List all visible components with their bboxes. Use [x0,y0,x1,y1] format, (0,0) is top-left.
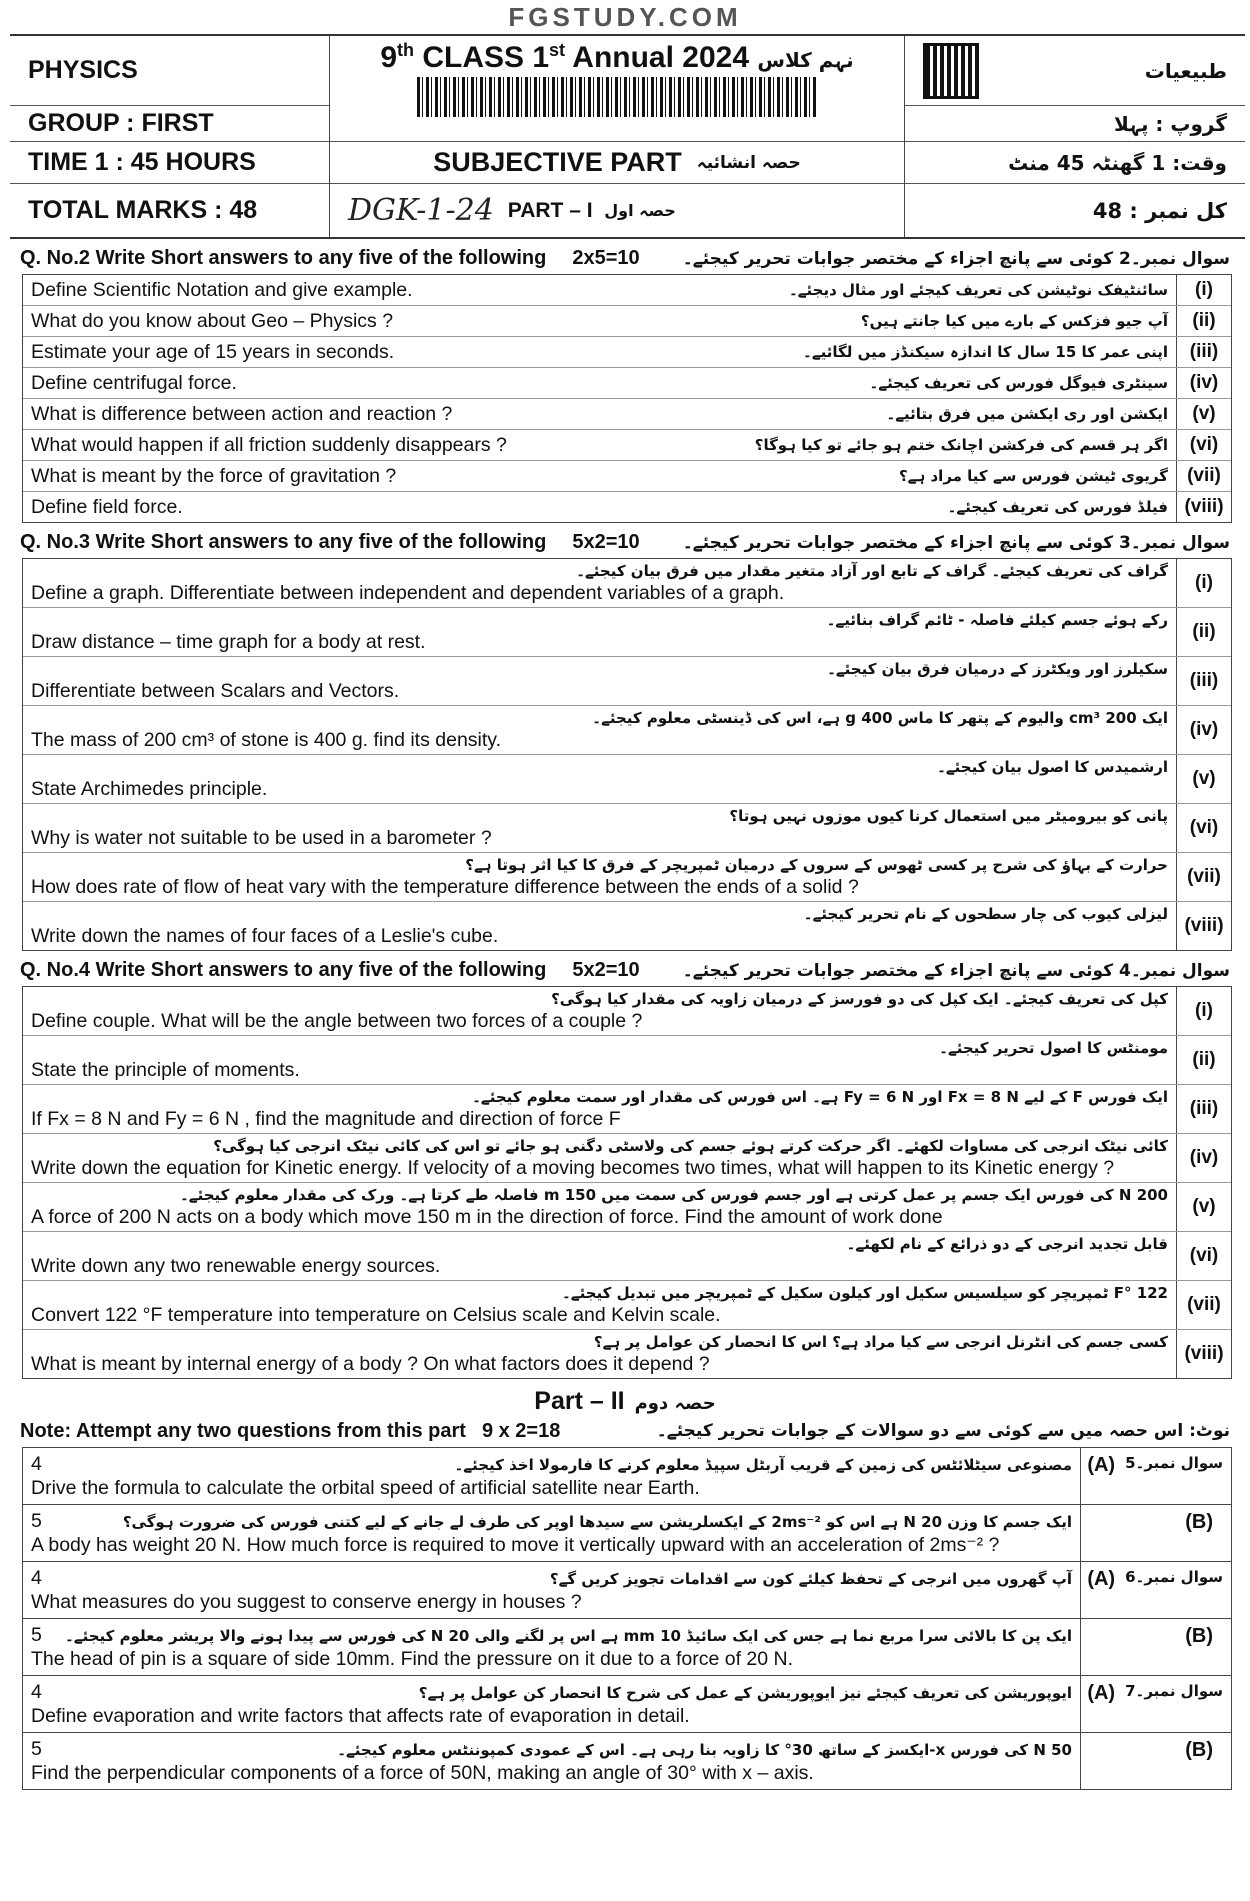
question-row [23,275,1231,306]
part2-label [1081,1733,1231,1789]
question-number: (ii) [1192,310,1216,331]
question-text [23,1330,1177,1378]
question-number: (iv) [1189,1147,1219,1168]
subject: PHYSICS [10,36,329,106]
question-text [23,1085,1177,1133]
question-number: (vi) [1189,434,1219,455]
part2-part: (A) [1087,1568,1116,1590]
part2-question-row [23,1448,1231,1505]
exam-header [10,34,1245,239]
part2-part: (B) [1185,1739,1213,1761]
q3-box [22,558,1232,951]
subject-urdu: طبیعیات [1144,58,1227,83]
marks-urdu-text: کل نمبر : 48 [1092,198,1227,223]
question-english: What is meant by the force of gravitation ? [31,465,397,487]
question-urdu: اپنی عمر کا 15 سال کا اندازہ سیکنڈز میں لگائیے۔ [803,343,1168,361]
question-english: Define couple. What will be the angle between two forces of a couple ? [31,1010,643,1032]
question-text [23,987,1177,1035]
part2-question-row [23,1562,1231,1619]
question-english: Why is water not suitable to be used in a barometer ? [31,827,492,849]
handwritten-code: DGK-1-24 [348,193,494,228]
question-text [23,1134,1177,1182]
part2-question-number: سوال نمبر۔5 [1125,1454,1223,1472]
q4-title: Q. No.4 Write Short answers to any five of the following [20,959,547,981]
question-number: (v) [1192,403,1216,424]
part2-question-row [23,1733,1231,1790]
annual-sup: st [549,40,566,60]
question-row [23,492,1231,522]
part2-part: (B) [1185,1625,1213,1647]
question-urdu: قابل تجدید انرجی کے دو ذرائع کے نام لکھئے۔ [846,1235,1168,1253]
question-row [23,987,1231,1036]
question-english: A force of 200 N acts on a body which move 150 m in the direction of force. Find the amount of work done [31,1206,943,1228]
q2-box [22,274,1232,523]
question-english: Define a graph. Differentiate between independent and dependent variables of a graph. [31,582,785,604]
q3-urdu: سوال نمبر۔3 کوئی سے پانچ اجزاء کے مختصر جوابات تحریر کیجئے۔ [682,533,1230,553]
question-number: (viii) [1184,496,1224,517]
question-english: Define field force. [31,496,183,518]
question-number: (v) [1192,1196,1216,1217]
question-text [23,1281,1177,1329]
q3-title: Q. No.3 Write Short answers to any five of the following [20,531,547,553]
question-number: (iii) [1189,341,1219,362]
q2-urdu: سوال نمبر۔2 کوئی سے پانچ اجزاء کے مختصر جوابات تحریر کیجئے۔ [682,249,1230,269]
question-row [23,559,1231,608]
q2-marks: 2x5=10 [572,247,640,269]
q3-heading [20,531,1230,554]
question-english: What would happen if all friction suddenly disappears ? [31,434,507,456]
question-urdu: گراف کی تعریف کیجئے۔ گراف کے تابع اور آزاد متغیر مقدار میں فرق بیان کیجئے۔ [576,562,1168,580]
question-urdu: ایک 200 cm³ والیوم کے پتھر کا ماس 400 g ہے، اس کی ڈینسٹی معلوم کیجئے۔ [592,709,1168,727]
subjective-row [330,142,904,184]
question-urdu: کائی نیٹک انرجی کی مساوات لکھئے۔ اگر حرکت کرتے ہوئے جسم کی ولاسٹی دگنی ہو جائے تو اس کی کائی نیٹک انرجی کیا ہوگی؟ [213,1137,1168,1155]
question-row [23,853,1231,902]
question-text [23,608,1177,656]
question-text [23,853,1177,901]
part2-question-english: Define evaporation and write factors that affects rate of evaporation in detail. [31,1705,690,1727]
question-text [23,430,1177,460]
q4-urdu: سوال نمبر۔4 کوئی سے پانچ اجزاء کے مختصر جوابات تحریر کیجئے۔ [682,961,1230,981]
part2-label [1081,1448,1231,1504]
qr-code [923,43,979,99]
part1-urdu: حصہ اول [604,201,676,220]
class-number: 9 [380,41,398,74]
question-english: What is difference between action and reaction ? [31,403,453,425]
part2-title-en: Part – II [534,1387,625,1415]
question-text [23,559,1177,607]
question-urdu: سائنٹیفک نوٹیشن کی تعریف کیجئے اور مثال دیجئے۔ [788,281,1168,299]
part2-question-english: Drive the formula to calculate the orbital speed of artificial satellite near Earth. [31,1477,700,1499]
part2-question-top [31,1509,1072,1533]
part2-question-top [31,1566,1072,1590]
question-english: Draw distance – time graph for a body at rest. [31,631,426,653]
question-row [23,306,1231,337]
part2-box [22,1447,1232,1790]
class-mid: CLASS 1 [414,41,550,74]
question-number: (iv) [1189,719,1219,740]
part2-question-text [23,1562,1081,1618]
question-urdu: اگر ہر قسم کی فرکشن اچانک ختم ہو جائے تو کیا ہوگا؟ [754,436,1168,454]
question-number: (vii) [1187,866,1221,887]
part1-label: PART – I [507,198,593,222]
question-english: Define Scientific Notation and give example. [31,279,413,301]
part2-marks: 5 [31,1738,42,1760]
q4-heading [20,959,1230,982]
question-row [23,1036,1231,1085]
question-urdu: سکیلرز اور ویکٹرز کے درمیان فرق بیان کیجئے۔ [827,660,1168,678]
question-urdu: مومنٹس کا اصول تحریر کیجئے۔ [939,1039,1168,1057]
question-text [23,804,1177,852]
part2-question-text [23,1619,1081,1675]
question-urdu: گریوی ٹیشن فورس سے کیا مراد ہے؟ [898,467,1168,485]
part2-question-text [23,1448,1081,1504]
question-text [23,461,1177,491]
part2-question-text [23,1505,1081,1561]
part2-question-english: Find the perpendicular components of a force of 50N, making an angle of 30° with x – axis. [31,1762,814,1784]
part2-label [1081,1676,1231,1732]
part2-marks: 4 [31,1681,42,1703]
question-number: (iii) [1189,1098,1219,1119]
group: GROUP : FIRST [10,106,329,142]
group-urdu [905,106,1245,142]
question-text [23,1036,1177,1084]
question-english: The mass of 200 cm³ of stone is 400 g. find its density. [31,729,502,751]
question-urdu: رکے ہوئے جسم کیلئے فاصلہ - ٹائم گراف بنائیے۔ [826,611,1168,629]
part1-row [330,184,904,237]
annual: Annual 2024 [565,41,750,74]
part2-question-top [31,1737,1072,1761]
question-number: (vii) [1187,465,1221,486]
question-number: (vii) [1187,1294,1221,1315]
question-text [23,1183,1177,1231]
question-english: What do you know about Geo – Physics ? [31,310,394,332]
question-row [23,657,1231,706]
note-text: Note: Attempt any two questions from this part [20,1420,466,1442]
question-text [23,902,1177,950]
question-english: Convert 122 °F temperature into temperature on Celsius scale and Kelvin scale. [31,1304,721,1326]
question-text [23,706,1177,754]
question-english: Write down the equation for Kinetic energy. If velocity of a moving becomes two times, what will happen to its Kinetic energy ? [31,1157,1115,1179]
question-urdu: لیزلی کیوب کی چار سطحوں کے نام تحریر کیجئے۔ [803,905,1168,923]
note-urdu: نوٹ: اس حصہ میں سے کوئی سے دو سوالات کے جوابات تحریر کیجئے۔ [656,1421,1230,1441]
question-text [23,1232,1177,1280]
subjective-label: SUBJECTIVE PART [433,147,682,177]
question-number: (v) [1192,768,1216,789]
question-row [23,430,1231,461]
part2-question-urdu: آپ گھروں میں انرجی کے تحفظ کیلئے کون سے اقدامات تجویز کریں گے؟ [549,1570,1072,1588]
part2-title-urdu: حصہ دوم [634,1393,716,1414]
time-urdu [905,142,1245,184]
question-number: (i) [1195,1000,1213,1021]
part2-question-top [31,1452,1072,1476]
part2-question-number: سوال نمبر۔6 [1125,1568,1223,1586]
question-row [23,1183,1231,1232]
part2-question-number: سوال نمبر۔7 [1125,1682,1223,1700]
question-urdu: ایک فورس F کے لیے Fx = 8 N اور Fy = 6 N ہے۔ اس فورس کی مقدار اور سمت معلوم کیجئے۔ [472,1088,1168,1106]
question-urdu: کپل کی تعریف کیجئے۔ ایک کپل کی دو فورسز کے درمیان زاویہ کی مقدار کیا ہوگی؟ [551,990,1168,1008]
question-text [23,657,1177,705]
time: TIME 1 : 45 HOURS [10,142,329,184]
part2-question-urdu: ایوپوریشن کی تعریف کیجئے نیز ایوپوریشن کے عمل کی شرح کا انحصار کن عوامل پر ہے؟ [418,1684,1072,1702]
question-number: (vi) [1189,1245,1219,1266]
question-text [23,368,1177,398]
question-urdu: ارشمیدس کا اصول بیان کیجئے۔ [937,758,1168,776]
q2-title: Q. No.2 Write Short answers to any five of the following [20,247,547,269]
question-urdu: آپ جیو فزکس کے بارے میں کیا جانتے ہیں؟ [860,312,1168,330]
class-block [330,36,904,142]
question-text [23,275,1177,305]
question-urdu: 200 N کی فورس ایک جسم پر عمل کرتی ہے اور جسم فورس کی سمت میں 150 m فاصلہ طے کرتا ہے۔ ورک کی مقدار معلوم کیجئے۔ [180,1186,1168,1204]
question-row [23,461,1231,492]
part2-part: (A) [1087,1682,1116,1704]
part2-question-urdu: ایک جسم کا وزن 20 N ہے اس کو 2ms⁻² کے ایکسلریشن سے سیدھا اوپر کی طرف لے جانے کے لیے کتنی فورس کی ضرورت ہوگی؟ [122,1513,1072,1531]
part2-question-urdu: 50 N کی فورس x-ایکسز کے ساتھ 30° کا زاویہ بنا رہی ہے۔ اس کے عمودی کمپوننٹس معلوم کیجئے۔ [337,1741,1072,1759]
part2-note [20,1420,1230,1443]
question-row [23,902,1231,950]
note-marks: 9 x 2=18 [481,1420,561,1442]
question-text [23,755,1177,803]
question-english: What is meant by internal energy of a body ? On what factors does it depend ? [31,1353,710,1375]
q4-marks: 5x2=10 [572,959,640,981]
question-text [23,337,1177,367]
question-english: If Fx = 8 N and Fy = 6 N , find the magnitude and direction of force F [31,1108,621,1130]
question-english: Estimate your age of 15 years in seconds. [31,341,395,363]
part2-marks: 5 [31,1510,42,1532]
question-number: (iii) [1189,670,1219,691]
part2-question-row [23,1505,1231,1562]
header-middle [330,36,905,237]
part2-question-urdu: ایک پن کا بالائی سرا مربع نما ہے جس کی ایک سائیڈ 10 mm ہے اس پر لگنے والی 20 N کی فورس سے پیدا ہونے والا پریشر معلوم کیجئے۔ [65,1627,1072,1645]
question-number: (i) [1195,279,1213,300]
part2-question-english: What measures do you suggest to conserve energy in houses ? [31,1591,582,1613]
question-english: State Archimedes principle. [31,778,268,800]
question-urdu: پانی کو بیرومیٹر میں استعمال کرنا کیوں موزوں نہیں ہوتا؟ [729,807,1168,825]
question-row [23,337,1231,368]
time-urdu-text: وقت: 1 گھنٹہ 45 منٹ [1008,150,1227,175]
total-marks: TOTAL MARKS : 48 [28,196,258,224]
header-right [905,36,1245,237]
question-urdu: حرارت کے بہاؤ کی شرح پر کسی ٹھوس کے سروں کے درمیان ٹمپریچر کے فرق کا کیا اثر ہوتا ہے؟ [465,856,1168,874]
q3-marks: 5x2=10 [572,531,640,553]
question-english: Define centrifugal force. [31,372,237,394]
barcode [417,77,817,117]
question-number: (vi) [1189,817,1219,838]
question-number: (ii) [1192,1049,1216,1070]
question-row [23,1232,1231,1281]
question-number: (iv) [1189,372,1219,393]
question-urdu: سینٹری فیوگل فورس کی تعریف کیجئے۔ [869,374,1168,392]
question-text [23,492,1177,522]
question-urdu: کسی جسم کی انٹرنل انرجی سے کیا مراد ہے؟ اس کا انحصار کن عوامل پر ہے؟ [593,1333,1168,1351]
q2-heading [20,247,1230,270]
part2-marks: 5 [31,1624,42,1646]
class-title [330,40,904,75]
part2-question-row [23,1676,1231,1733]
question-urdu: فیلڈ فورس کی تعریف کیجئے۔ [947,498,1168,516]
part2-label [1081,1505,1231,1561]
question-number: (ii) [1192,621,1216,642]
class-urdu: نہم کلاس [757,48,854,72]
question-row [23,399,1231,430]
question-text [23,306,1177,336]
watermark: FGSTUDY.COM [508,1,742,32]
group-urdu-text: گروپ : پہلا [1114,111,1227,136]
part2-title [0,1387,1250,1416]
part2-question-urdu: مصنوعی سیٹلائٹس کی زمین کے قریب آربٹل سپیڈ معلوم کرنے کا فارمولا اخذ کیجئے۔ [454,1456,1072,1474]
marks-urdu [905,184,1245,237]
question-row [23,368,1231,399]
question-urdu: ایکشن اور ری ایکشن میں فرق بتائیے۔ [886,405,1168,423]
question-row [23,1085,1231,1134]
question-english: Write down any two renewable energy sources. [31,1255,441,1277]
question-row [23,1281,1231,1330]
question-row [23,706,1231,755]
question-text [23,399,1177,429]
question-row [23,755,1231,804]
question-urdu: 122 °F ٹمپریچر کو سیلسیس سکیل اور کیلون سکیل کے ٹمپریچر میں تبدیل کیجئے۔ [562,1284,1168,1302]
question-number: (viii) [1184,1343,1224,1364]
question-english: How does rate of flow of heat vary with the temperature difference between the ends of a solid ? [31,876,859,898]
part2-question-english: The head of pin is a square of side 10mm. Find the pressure on it due to a force of 20 N. [31,1648,794,1670]
part2-question-text [23,1676,1081,1732]
part2-label [1081,1562,1231,1618]
watermark-strip [0,0,1250,34]
part2-part: (A) [1087,1454,1116,1476]
question-row [23,804,1231,853]
part2-question-top [31,1680,1072,1704]
part2-part: (B) [1185,1511,1213,1533]
question-number: (i) [1195,572,1213,593]
part2-label [1081,1619,1231,1675]
class-sup: th [397,40,415,60]
part2-question-text [23,1733,1081,1789]
part2-question-top [31,1623,1072,1647]
question-row [23,1330,1231,1378]
part2-question-english: A body has weight 20 N. How much force is required to move it vertically upward with an acceleration of 2ms⁻² ? [31,1534,1000,1556]
subject-urdu-row [905,36,1245,106]
question-number: (viii) [1184,915,1224,936]
question-row [23,1134,1231,1183]
part2-question-row [23,1619,1231,1676]
q4-box [22,986,1232,1379]
question-english: State the principle of moments. [31,1059,300,1081]
question-english: Write down the names of four faces of a Leslie's cube. [31,925,499,947]
part2-marks: 4 [31,1567,42,1589]
question-english: Differentiate between Scalars and Vectors. [31,680,400,702]
header-left [10,36,330,237]
question-row [23,608,1231,657]
subjective-urdu: حصہ انشائیہ [696,153,801,173]
part2-marks: 4 [31,1453,42,1475]
